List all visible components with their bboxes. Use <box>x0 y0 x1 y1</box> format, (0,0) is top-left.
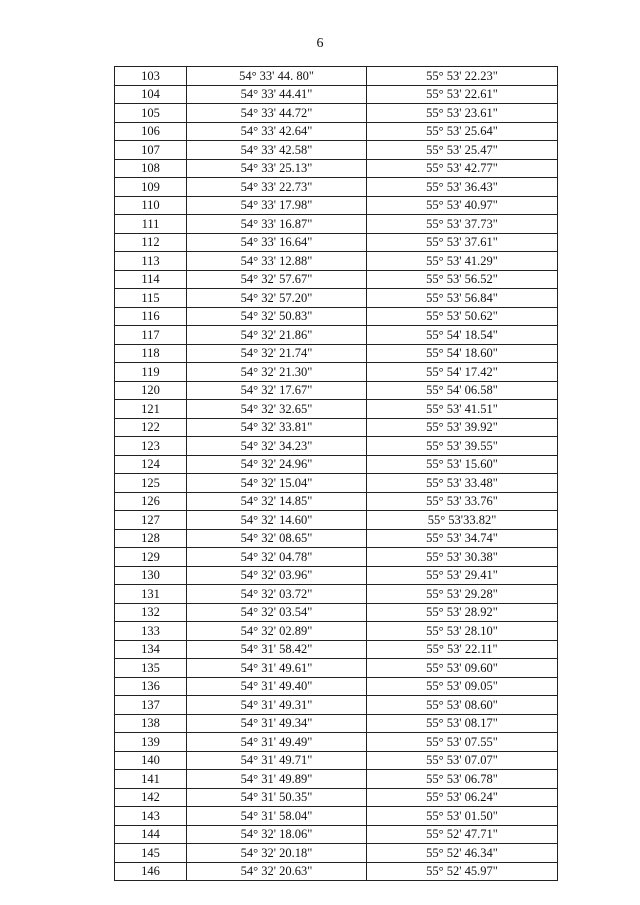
table-row <box>115 548 558 567</box>
point-number-cell: 138 <box>115 714 187 733</box>
point-number-cell: 143 <box>115 807 187 826</box>
coordinates-table-body <box>115 67 558 881</box>
point-number-cell: 142 <box>115 788 187 807</box>
table-row <box>115 326 558 345</box>
point-number-cell: 103 <box>115 67 187 86</box>
latitude-cell: 54° 32' 14.85" <box>187 492 367 511</box>
longitude-cell: 55° 53' 29.28" <box>367 585 558 604</box>
longitude-cell: 55° 54' 18.54" <box>367 326 558 345</box>
point-number-cell: 107 <box>115 141 187 160</box>
table-row <box>115 511 558 530</box>
point-number-cell: 120 <box>115 381 187 400</box>
table-row <box>115 252 558 271</box>
point-number-cell: 106 <box>115 122 187 141</box>
table-row <box>115 363 558 382</box>
point-number-cell: 115 <box>115 289 187 308</box>
table-row <box>115 474 558 493</box>
longitude-cell: 55° 53' 50.62" <box>367 307 558 326</box>
latitude-cell: 54° 32' 03.96" <box>187 566 367 585</box>
table-row <box>115 862 558 881</box>
table-row <box>115 307 558 326</box>
table-row <box>115 622 558 641</box>
point-number-cell: 126 <box>115 492 187 511</box>
table-row <box>115 400 558 419</box>
point-number-cell: 140 <box>115 751 187 770</box>
point-number-cell: 136 <box>115 677 187 696</box>
latitude-cell: 54° 32' 17.67" <box>187 381 367 400</box>
point-number-cell: 137 <box>115 696 187 715</box>
table-row <box>115 640 558 659</box>
latitude-cell: 54° 33' 42.64" <box>187 122 367 141</box>
table-row <box>115 196 558 215</box>
latitude-cell: 54° 32' 14.60" <box>187 511 367 530</box>
table-row <box>115 159 558 178</box>
table-row <box>115 659 558 678</box>
longitude-cell: 55° 53' 56.52" <box>367 270 558 289</box>
latitude-cell: 54° 33' 44.41" <box>187 85 367 104</box>
point-number-cell: 144 <box>115 825 187 844</box>
table-row <box>115 122 558 141</box>
point-number-cell: 146 <box>115 862 187 881</box>
longitude-cell: 55° 53' 41.51" <box>367 400 558 419</box>
latitude-cell: 54° 32' 18.06" <box>187 825 367 844</box>
point-number-cell: 113 <box>115 252 187 271</box>
latitude-cell: 54° 32' 57.20" <box>187 289 367 308</box>
table-row <box>115 344 558 363</box>
latitude-cell: 54° 33' 42.58" <box>187 141 367 160</box>
latitude-cell: 54° 31' 49.71" <box>187 751 367 770</box>
latitude-cell: 54° 32' 21.86" <box>187 326 367 345</box>
longitude-cell: 55° 53' 25.64" <box>367 122 558 141</box>
latitude-cell: 54° 32' 03.54" <box>187 603 367 622</box>
longitude-cell: 55° 53' 22.61" <box>367 85 558 104</box>
table-row <box>115 492 558 511</box>
latitude-cell: 54° 32' 24.96" <box>187 455 367 474</box>
table-row <box>115 807 558 826</box>
table-row <box>115 289 558 308</box>
longitude-cell: 55° 53' 06.24" <box>367 788 558 807</box>
table-row <box>115 751 558 770</box>
longitude-cell: 55° 53' 30.38" <box>367 548 558 567</box>
point-number-cell: 109 <box>115 178 187 197</box>
longitude-cell: 55° 53' 37.73" <box>367 215 558 234</box>
point-number-cell: 124 <box>115 455 187 474</box>
latitude-cell: 54° 33' 44.72" <box>187 104 367 123</box>
longitude-cell: 55° 53' 41.29" <box>367 252 558 271</box>
longitude-cell: 55° 53' 33.76" <box>367 492 558 511</box>
latitude-cell: 54° 33' 22.73" <box>187 178 367 197</box>
latitude-cell: 54° 31' 49.61" <box>187 659 367 678</box>
longitude-cell: 55° 54' 17.42" <box>367 363 558 382</box>
latitude-cell: 54° 31' 49.31" <box>187 696 367 715</box>
longitude-cell: 55° 53' 09.05" <box>367 677 558 696</box>
point-number-cell: 125 <box>115 474 187 493</box>
table-row <box>115 603 558 622</box>
latitude-cell: 54° 31' 50.35" <box>187 788 367 807</box>
table-row <box>115 233 558 252</box>
table-row <box>115 770 558 789</box>
point-number-cell: 116 <box>115 307 187 326</box>
longitude-cell: 55° 52' 47.71" <box>367 825 558 844</box>
longitude-cell: 55° 53' 29.41" <box>367 566 558 585</box>
longitude-cell: 55° 53' 28.10" <box>367 622 558 641</box>
latitude-cell: 54° 32' 03.72" <box>187 585 367 604</box>
point-number-cell: 105 <box>115 104 187 123</box>
latitude-cell: 54° 32' 15.04" <box>187 474 367 493</box>
point-number-cell: 133 <box>115 622 187 641</box>
longitude-cell: 55° 53' 39.92" <box>367 418 558 437</box>
point-number-cell: 108 <box>115 159 187 178</box>
longitude-cell: 55° 53' 25.47" <box>367 141 558 160</box>
latitude-cell: 54° 31' 58.04" <box>187 807 367 826</box>
table-row <box>115 381 558 400</box>
longitude-cell: 55° 53' 08.60" <box>367 696 558 715</box>
table-row <box>115 677 558 696</box>
table-row <box>115 85 558 104</box>
table-row <box>115 215 558 234</box>
latitude-cell: 54° 31' 49.34" <box>187 714 367 733</box>
table-row <box>115 825 558 844</box>
latitude-cell: 54° 32' 20.63" <box>187 862 367 881</box>
point-number-cell: 118 <box>115 344 187 363</box>
longitude-cell: 55° 53' 28.92" <box>367 603 558 622</box>
longitude-cell: 55° 53' 39.55" <box>367 437 558 456</box>
point-number-cell: 134 <box>115 640 187 659</box>
point-number-cell: 131 <box>115 585 187 604</box>
point-number-cell: 145 <box>115 844 187 863</box>
latitude-cell: 54° 33' 44. 80" <box>187 67 367 86</box>
latitude-cell: 54° 32' 08.65" <box>187 529 367 548</box>
latitude-cell: 54° 32' 33.81" <box>187 418 367 437</box>
latitude-cell: 54° 32' 04.78" <box>187 548 367 567</box>
point-number-cell: 132 <box>115 603 187 622</box>
page-number: 6 <box>316 36 324 51</box>
latitude-cell: 54° 32' 50.83" <box>187 307 367 326</box>
longitude-cell: 55° 54' 06.58" <box>367 381 558 400</box>
table-row <box>115 455 558 474</box>
coordinates-table <box>114 66 558 881</box>
latitude-cell: 54° 31' 49.49" <box>187 733 367 752</box>
latitude-cell: 54° 33' 16.87" <box>187 215 367 234</box>
longitude-cell: 55° 53' 07.07" <box>367 751 558 770</box>
point-number-cell: 141 <box>115 770 187 789</box>
point-number-cell: 139 <box>115 733 187 752</box>
point-number-cell: 112 <box>115 233 187 252</box>
table-row <box>115 67 558 86</box>
longitude-cell: 55° 53' 06.78" <box>367 770 558 789</box>
longitude-cell: 55° 53' 36.43" <box>367 178 558 197</box>
longitude-cell: 55° 52' 45.97" <box>367 862 558 881</box>
longitude-cell: 55° 53' 15.60" <box>367 455 558 474</box>
point-number-cell: 122 <box>115 418 187 437</box>
latitude-cell: 54° 31' 49.40" <box>187 677 367 696</box>
latitude-cell: 54° 32' 34.23" <box>187 437 367 456</box>
longitude-cell: 55° 53' 01.50" <box>367 807 558 826</box>
longitude-cell: 55° 53' 22.11" <box>367 640 558 659</box>
point-number-cell: 130 <box>115 566 187 585</box>
point-number-cell: 121 <box>115 400 187 419</box>
table-row <box>115 529 558 548</box>
table-row <box>115 714 558 733</box>
table-row <box>115 141 558 160</box>
latitude-cell: 54° 33' 25.13" <box>187 159 367 178</box>
longitude-cell: 55° 53' 37.61" <box>367 233 558 252</box>
latitude-cell: 54° 32' 20.18" <box>187 844 367 863</box>
point-number-cell: 114 <box>115 270 187 289</box>
longitude-cell: 55° 52' 46.34" <box>367 844 558 863</box>
longitude-cell: 55° 53'33.82" <box>367 511 558 530</box>
table-row <box>115 270 558 289</box>
longitude-cell: 55° 53' 34.74" <box>367 529 558 548</box>
table-row <box>115 178 558 197</box>
latitude-cell: 54° 31' 49.89" <box>187 770 367 789</box>
longitude-cell: 55° 53' 56.84" <box>367 289 558 308</box>
longitude-cell: 55° 53' 22.23" <box>367 67 558 86</box>
point-number-cell: 129 <box>115 548 187 567</box>
table-row <box>115 418 558 437</box>
table-row <box>115 733 558 752</box>
latitude-cell: 54° 31' 58.42" <box>187 640 367 659</box>
point-number-cell: 111 <box>115 215 187 234</box>
latitude-cell: 54° 32' 21.74" <box>187 344 367 363</box>
point-number-cell: 119 <box>115 363 187 382</box>
latitude-cell: 54° 32' 32.65" <box>187 400 367 419</box>
longitude-cell: 55° 53' 42.77" <box>367 159 558 178</box>
latitude-cell: 54° 33' 12.88" <box>187 252 367 271</box>
longitude-cell: 55° 53' 09.60" <box>367 659 558 678</box>
point-number-cell: 135 <box>115 659 187 678</box>
table-row <box>115 585 558 604</box>
longitude-cell: 55° 53' 08.17" <box>367 714 558 733</box>
latitude-cell: 54° 32' 02.89" <box>187 622 367 641</box>
longitude-cell: 55° 54' 18.60" <box>367 344 558 363</box>
latitude-cell: 54° 32' 21.30" <box>187 363 367 382</box>
table-row <box>115 844 558 863</box>
longitude-cell: 55° 53' 33.48" <box>367 474 558 493</box>
point-number-cell: 117 <box>115 326 187 345</box>
latitude-cell: 54° 32' 57.67" <box>187 270 367 289</box>
table-row <box>115 566 558 585</box>
latitude-cell: 54° 33' 16.64" <box>187 233 367 252</box>
longitude-cell: 55° 53' 23.61" <box>367 104 558 123</box>
latitude-cell: 54° 33' 17.98" <box>187 196 367 215</box>
point-number-cell: 123 <box>115 437 187 456</box>
point-number-cell: 128 <box>115 529 187 548</box>
point-number-cell: 110 <box>115 196 187 215</box>
longitude-cell: 55° 53' 40.97" <box>367 196 558 215</box>
table-row <box>115 696 558 715</box>
table-row <box>115 104 558 123</box>
point-number-cell: 127 <box>115 511 187 530</box>
longitude-cell: 55° 53' 07.55" <box>367 733 558 752</box>
table-row <box>115 437 558 456</box>
point-number-cell: 104 <box>115 85 187 104</box>
table-row <box>115 788 558 807</box>
